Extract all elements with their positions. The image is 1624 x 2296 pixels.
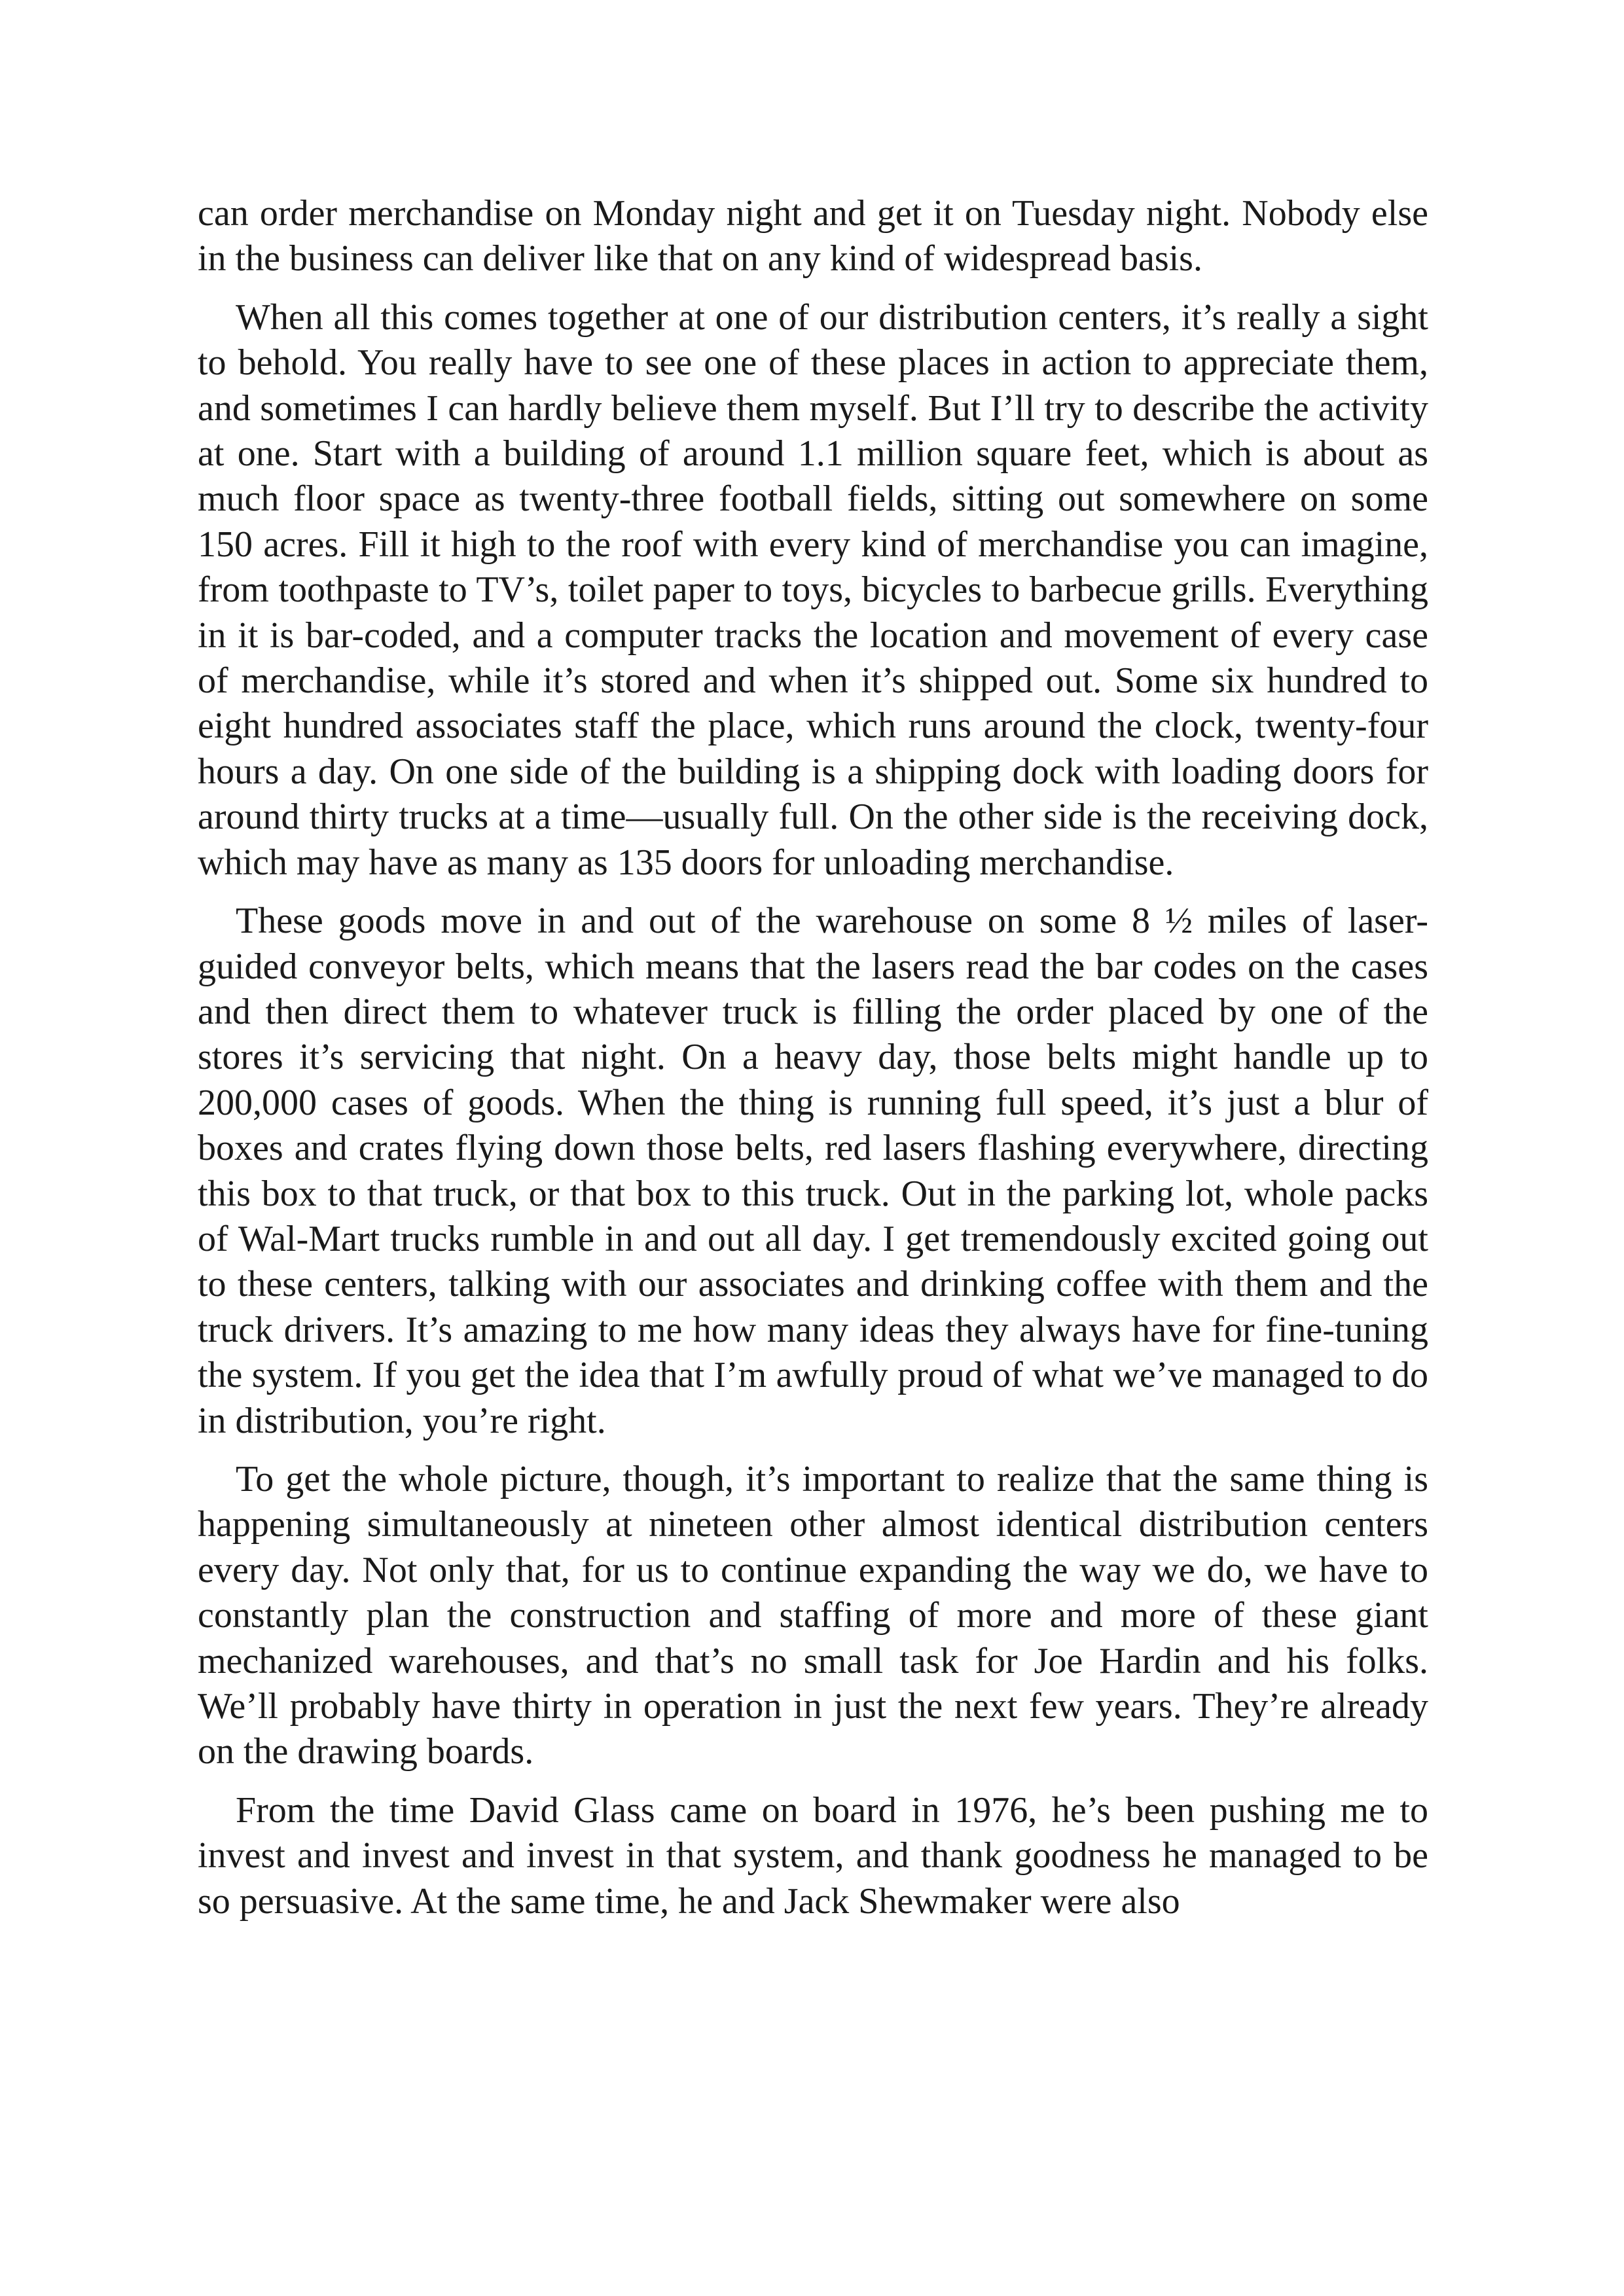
paragraph-continuation: can order merchandise on Monday night and get it on Tuesday night. Nobody else in the business can deliver like that on any kind of widespread basis. — [198, 193, 1428, 279]
paragraph-david-glass: From the time David Glass came on board in 1976, he’s been pushing me to invest and invest and invest in that system, and thank goodness he managed to be so persuasive. At the same time, he and Jack Shewmaker were also — [198, 1789, 1428, 1922]
paragraph-whole-picture: To get the whole picture, though, it’s important to realize that the same thing is happening simultaneously at nineteen other almost identical distribution centers every day. Not only that, for us to continue expanding the way we do, we have to constantly plan the construction and staffing of more and more of these giant mechanized warehouses, and that’s no small task for Joe Hardin and his folks. We’ll probably have thirty in operation in just the next few years. They’re already on the drawing boards. — [198, 1458, 1428, 1772]
paragraph-conveyor-belts: These goods move in and out of the warehouse on some 8 ½ miles of laser-guided conveyor belts, which means that the lasers read the bar codes on the cases and then direct them to whatever truck is filling the order placed by one of the stores it’s servicing that night. On a heavy day, those belts might handle up to 200,000 cases of goods. When the thing is running full speed, it’s just a blur of boxes and crates flying down those belts, red lasers flashing everywhere, directing this box to that truck, or that box to this truck. Out in the parking lot, whole packs of Wal-Mart trucks rumble in and out all day. I get tremendously excited going out to these centers, talking with our associates and drinking coffee with them and the truck drivers. It’s amazing to me how many ideas they always have for fine-tuning the system. If you get the idea that I’m awfully proud of what we’ve managed to do in distribution, you’re right. — [198, 901, 1428, 1441]
paragraph-distribution-center: When all this comes together at one of our distribution centers, it’s really a sight to behold. You really have to see one of these places in action to appreciate them, and sometimes I can hardly believe them myself. But I’ll try to describe the activity at one. Start with a building of around 1.1 million square feet, which is about as much floor space as twenty-three football fields, sitting out somewhere on some 150 acres. Fill it high to the roof with every kind of merchandise you can imagine, from toothpaste to TV’s, toilet paper to toys, bicycles to barbecue grills. Everything in it is bar-coded, and a computer tracks the location and movement of every case of merchandise, while it’s stored and when it’s shipped out. Some six hundred to eight hundred associates staff the place, which runs around the clock, twenty-four hours a day. On one side of the building is a shipping dock with loading doors for around thirty trucks at a time—usually full. On the other side is the receiving dock, which may have as many as 135 doors for unloading merchandise. — [198, 296, 1428, 883]
document-page — [198, 191, 1428, 1937]
